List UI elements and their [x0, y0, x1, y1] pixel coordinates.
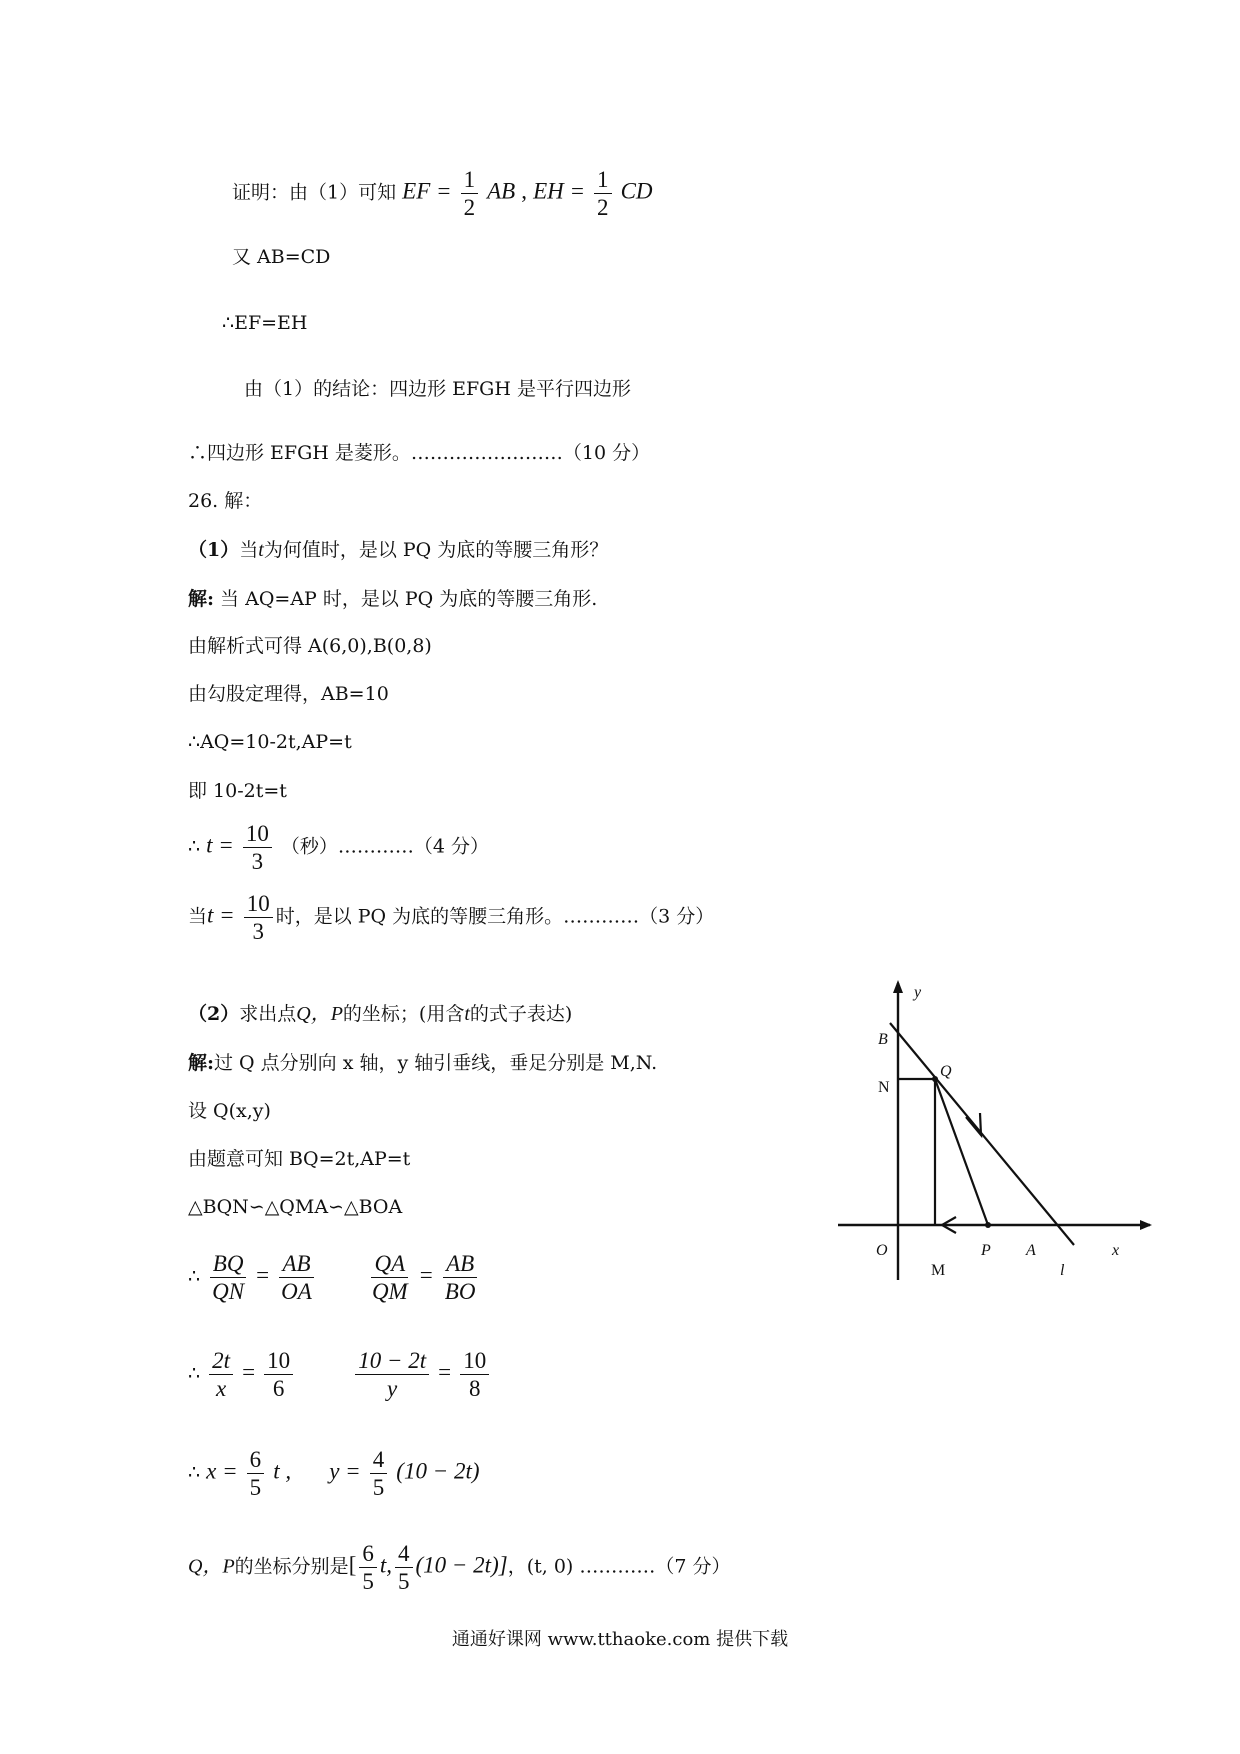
ratio-row-2 — [188, 1347, 492, 1402]
r4-open: [ — [348, 1552, 357, 1578]
proof-line-3: ∴EF=EH — [222, 312, 308, 334]
r2-eq-1: = — [242, 1359, 256, 1385]
r1-frac-1 — [209, 1250, 247, 1305]
r4-den2: 5 — [398, 1569, 410, 1594]
r2-prefix: ∴ — [188, 1362, 201, 1385]
eq1-num: 1 — [461, 166, 479, 194]
r1-f1-num: BQ — [210, 1250, 247, 1278]
r2-f1-num: 2t — [209, 1347, 233, 1375]
r1-prefix: ∴ — [188, 1265, 201, 1288]
segment-qp — [935, 1079, 988, 1225]
r1-f2-num: AB — [279, 1250, 313, 1278]
page-footer: 通通好课网 www.tthaoke.com 提供下载 — [451, 1629, 789, 1650]
q26-header: 26. 解： — [188, 490, 263, 512]
label-x: x — [1112, 1242, 1120, 1259]
label-p: P — [981, 1242, 991, 1259]
label-m: M — [931, 1262, 946, 1279]
step5-den: 3 — [251, 849, 264, 874]
r2-frac-3 — [355, 1347, 429, 1402]
label-o: O — [876, 1242, 888, 1259]
part2-q-vars: Q，P — [296, 1003, 343, 1025]
proof-line-1 — [232, 166, 653, 221]
part1-label: （1） — [188, 539, 240, 561]
part2-q-a: 求出点 — [239, 1003, 297, 1025]
eq2-lhs: EH = — [533, 178, 585, 204]
r4-mid: t, — [379, 1552, 392, 1578]
coordinate-figure — [838, 975, 1158, 1289]
proof-line1-prefix: 证明：由（1）可知 — [232, 181, 397, 204]
part2-label: （2） — [188, 1003, 240, 1025]
r4-num1: 6 — [359, 1540, 377, 1568]
part1-solution-line — [188, 587, 597, 611]
r2-f4-num: 10 — [460, 1347, 489, 1375]
proof-line-5: ∴四边形 EFGH 是菱形。……………………（10 分） — [188, 442, 651, 464]
part1-question — [188, 538, 608, 562]
r3-y-num: 4 — [370, 1446, 388, 1474]
r3-y-rhs: (10 − 2t) — [396, 1458, 480, 1484]
r1-f3-den: QM — [371, 1279, 408, 1304]
label-q: Q — [940, 1063, 952, 1080]
r3-prefix: ∴ — [188, 1461, 201, 1484]
eq2-rhs: CD — [620, 178, 653, 204]
part1-sol-text: 当 AQ=AP 时，是以 PQ 为底的等腰三角形. — [214, 588, 598, 610]
part2-q-var: t — [464, 1003, 470, 1025]
r1-eq-2: = — [419, 1262, 433, 1288]
step6-suffix: 时，是以 PQ 为底的等腰三角形。…………（3 分） — [275, 905, 715, 928]
label-y: y — [914, 984, 922, 1001]
r4-den1: 5 — [362, 1569, 374, 1594]
part2-solution-line — [188, 1051, 657, 1075]
r1-f1-den: QN — [212, 1279, 245, 1304]
part2-step-3: △BQN∽△QMA∽△BOA — [188, 1196, 403, 1218]
r1-f4-den: BO — [444, 1279, 476, 1304]
r4-frac-1 — [359, 1540, 377, 1595]
r4-num2: 4 — [395, 1540, 413, 1568]
eq-separator: , — [521, 178, 528, 204]
r1-frac-4 — [442, 1250, 479, 1305]
r4-text-a: 的坐标分别是 — [234, 1555, 349, 1578]
r2-f1-den: x — [215, 1376, 227, 1401]
proof-line-2: 又 AB=CD — [232, 246, 331, 268]
part1-sol-label: 解: — [188, 588, 215, 610]
r2-f2-den: 6 — [272, 1376, 285, 1401]
r1-frac-3 — [369, 1250, 411, 1305]
r2-f2-num: 10 — [264, 1347, 293, 1375]
step6-fraction — [244, 890, 273, 945]
part1-step-5 — [188, 820, 489, 875]
step5-prefix: ∴ — [188, 835, 201, 858]
r4-text-b: ，(t, 0) …………（7 分） — [507, 1555, 731, 1578]
eq1-fraction — [461, 166, 479, 221]
point-p — [985, 1222, 991, 1228]
r2-f4-den: 8 — [468, 1376, 481, 1401]
r1-f2-den: OA — [281, 1279, 312, 1304]
part1-step-2: 由勾股定理得，AB=10 — [188, 683, 389, 705]
part1-q-var: t — [258, 539, 264, 561]
step5-suffix: （秒）…………（4 分） — [280, 835, 490, 858]
r3-x-rhs: t , — [273, 1458, 292, 1484]
r2-frac-1 — [209, 1347, 233, 1402]
part2-sol-text: 过 Q 点分别向 x 轴，y 轴引垂线，垂足分别是 M,N. — [214, 1052, 658, 1074]
eq1-rhs: AB — [487, 178, 516, 204]
r1-frac-2 — [278, 1250, 315, 1305]
eq1-lhs: EF = — [402, 178, 452, 204]
part1-q-b: 为何值时，是以 PQ 为底的等腰三角形？ — [263, 539, 609, 561]
r3-x-lhs: x = — [206, 1458, 238, 1484]
eq2-fraction — [594, 166, 612, 221]
r1-eq-1: = — [256, 1262, 270, 1288]
part1-q-a: 当 — [239, 539, 259, 561]
solution-row-3 — [188, 1446, 480, 1501]
y-axis-arrow-icon — [893, 980, 903, 993]
label-a: A — [1026, 1242, 1036, 1259]
part2-q-c: 的式子表达) — [469, 1003, 573, 1025]
r3-y-lhs: y = — [329, 1458, 361, 1484]
proof-line-4: 由（1）的结论：四边形 EFGH 是平行四边形 — [244, 378, 631, 400]
point-q — [932, 1076, 938, 1082]
coordinates-row — [188, 1540, 730, 1595]
r1-f3-num: QA — [371, 1250, 408, 1278]
part2-sol-label: 解: — [188, 1052, 215, 1074]
r4-vars: Q，P — [188, 1555, 235, 1578]
r3-x-frac — [247, 1446, 265, 1501]
part2-step-1: 设 Q(x,y) — [188, 1100, 271, 1122]
r3-y-den: 5 — [372, 1475, 385, 1500]
step5-fraction — [243, 820, 272, 875]
r2-eq-2: = — [438, 1359, 452, 1385]
part1-step-3: ∴AQ=10-2t,AP=t — [188, 731, 352, 753]
part1-step-1: 由解析式可得 A(6,0),B(0,8) — [188, 635, 432, 657]
r3-x-den: 5 — [249, 1475, 262, 1500]
step6-prefix: 当 — [188, 905, 208, 928]
step6-num: 10 — [244, 890, 273, 918]
label-n: N — [878, 1079, 890, 1096]
ratio-row-1 — [188, 1250, 481, 1305]
r3-y-frac — [370, 1446, 388, 1501]
figure-svg — [838, 975, 1158, 1285]
r2-f3-num: 10 − 2t — [355, 1347, 429, 1375]
part2-q-b: 的坐标；(用含 — [342, 1003, 465, 1025]
part2-step-2: 由题意可知 BQ=2t,AP=t — [188, 1148, 411, 1170]
step6-den: 3 — [252, 919, 264, 944]
eq1-den: 2 — [463, 195, 476, 220]
step6-lhs: t = — [207, 902, 235, 928]
r4-close: (10 − 2t)] — [415, 1552, 508, 1578]
r1-f4-num: AB — [443, 1250, 477, 1278]
eq2-num: 1 — [594, 166, 612, 194]
part1-step-4: 即 10-2t=t — [188, 780, 287, 802]
part2-question — [188, 1002, 572, 1026]
r3-x-num: 6 — [247, 1446, 265, 1474]
label-l: l — [1060, 1262, 1065, 1279]
r2-frac-4 — [460, 1347, 489, 1402]
r4-frac-2 — [395, 1540, 413, 1595]
x-axis-arrow-icon — [1140, 1220, 1152, 1230]
label-b: B — [878, 1031, 888, 1048]
step5-num: 10 — [243, 820, 272, 848]
eq2-den: 2 — [597, 195, 609, 220]
part1-step-6 — [188, 890, 714, 945]
step5-lhs: t = — [206, 832, 234, 858]
r2-f3-den: y — [387, 1376, 398, 1401]
r2-frac-2 — [264, 1347, 293, 1402]
